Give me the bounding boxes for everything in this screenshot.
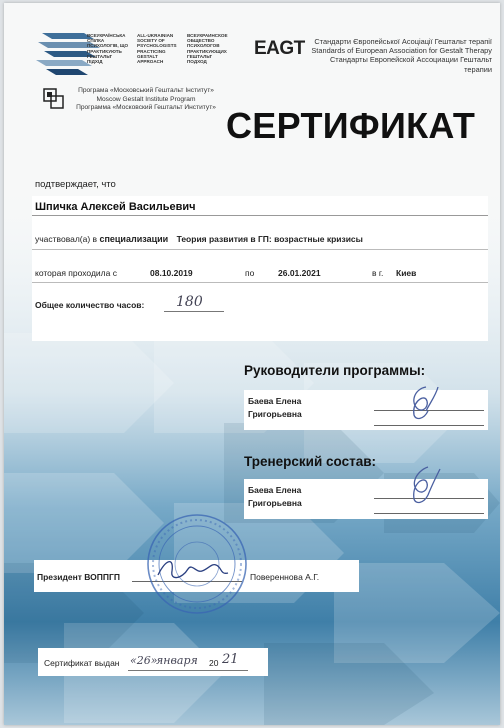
logo-line: ПІДХІД: [87, 59, 103, 65]
name-underline: [32, 215, 488, 216]
held-label: которая проходила с: [35, 268, 117, 278]
logo-text-en: [137, 33, 177, 64]
issued-year-prefix: 20: [209, 658, 219, 668]
president-name: Поверенновa А.Г.: [250, 572, 320, 582]
logo-line: PSYCHOLOGISTS: [137, 43, 177, 49]
eagt-logo: EAGT: [254, 38, 305, 59]
specialization-name: Теория развития в ГП: возрастные кризисы: [176, 234, 363, 244]
logo-line: ПРАКТИКУЮЩИХ: [187, 48, 227, 54]
logo-line: APPROACH: [137, 59, 164, 65]
issued-day: «26»: [130, 654, 158, 667]
certificate-sheet: [4, 3, 500, 725]
leaders-signature-line-2: [374, 425, 484, 426]
logo-text-ua: [87, 33, 128, 64]
logo-line: ГЕШТАЛЬТ: [87, 53, 113, 59]
city-label: в г.: [372, 268, 384, 278]
hours-underline: [164, 311, 224, 312]
specialization-underline: [32, 249, 488, 250]
leader-signature: [396, 381, 446, 425]
president-signature: [152, 549, 232, 589]
logo-line: ВСЕУКРАЇНСЬКА: [87, 33, 126, 38]
dates-underline: [32, 282, 488, 283]
date-to: 26.01.2021: [278, 268, 321, 278]
logo-line: ОБЩЕСТВО: [187, 38, 215, 44]
president-label: Президент ВОППГП: [37, 572, 120, 582]
certificate-title: СЕРТИФИКАТ: [226, 105, 476, 146]
trainers-names: [248, 484, 302, 510]
program-line: Moscow Gestalt Institute Program: [96, 95, 196, 103]
leader-name-line: Баева Елена: [248, 396, 302, 406]
logo-line: ПРАКТИКУЮТЬ: [87, 48, 122, 54]
logo-line: SOCIETY OF: [137, 38, 165, 44]
leaders-title: Руководители программы:: [244, 363, 426, 378]
specialization-label: специализации: [99, 234, 169, 244]
city: Киев: [396, 268, 417, 278]
logo-line: ГЕШТАЛЬТ: [187, 53, 213, 59]
logo-line: ПСИХОЛОГОВ: [187, 43, 220, 49]
participated-label: участвовал(а) в: [35, 234, 98, 244]
program-line: Програма «Московський Гештальт Інститут»: [78, 87, 214, 94]
to-label: по: [245, 268, 255, 278]
standards-line: Стандарты Европейской Ассоциации Гештальт терапии: [329, 55, 492, 74]
program-text: [66, 87, 226, 113]
logo-line: ПОДХОД: [187, 59, 207, 65]
confirms-text: подтверждает, что: [35, 179, 116, 190]
standards-line: Стандарти Європейської Асоціації Гештальт терапії: [314, 37, 492, 46]
logo-line: GESTALT: [137, 53, 158, 59]
trainer-name-line: Григорьевна: [248, 498, 302, 508]
logo-text-ru: [187, 33, 228, 64]
issued-month: января: [156, 654, 198, 667]
trainers-signature-line-2: [374, 513, 484, 514]
recipient-name: Шпичка Алексей Васильевич: [35, 201, 196, 213]
issued-underline: [128, 670, 248, 671]
eagt-standards-text: [302, 37, 492, 74]
logo-line: ВСЕУКРАИНСКОЕ: [187, 33, 228, 38]
participated-text: [35, 234, 363, 244]
leaders-names: [248, 395, 302, 421]
trainers-title: Тренерский состав:: [244, 454, 377, 469]
issued-label: Сертификат выдан: [44, 658, 120, 668]
program-line: Программа «Московский Гештальт Институт»: [76, 104, 216, 112]
leader-name-line: Григорьевна: [248, 409, 302, 419]
logo-line: ALL-UKRAINIAN: [137, 33, 174, 38]
logo-line: ПСИХОЛОГІВ, ЩО: [87, 43, 129, 49]
hours-value: 180: [176, 294, 203, 310]
trainer-signature: [396, 461, 446, 511]
hours-label: Общее количество часов:: [35, 300, 145, 310]
logo-line: СПІЛКА: [87, 38, 105, 44]
standards-line: Standards of European Association for Gestalt Therapy: [311, 46, 492, 56]
trainer-name-line: Баева Елена: [248, 485, 302, 495]
logo-line: PRACTICING: [137, 48, 166, 54]
date-from: 08.10.2019: [150, 268, 193, 278]
issued-year-suffix: 21: [222, 652, 239, 667]
mgi-logo-icon: [42, 87, 66, 111]
